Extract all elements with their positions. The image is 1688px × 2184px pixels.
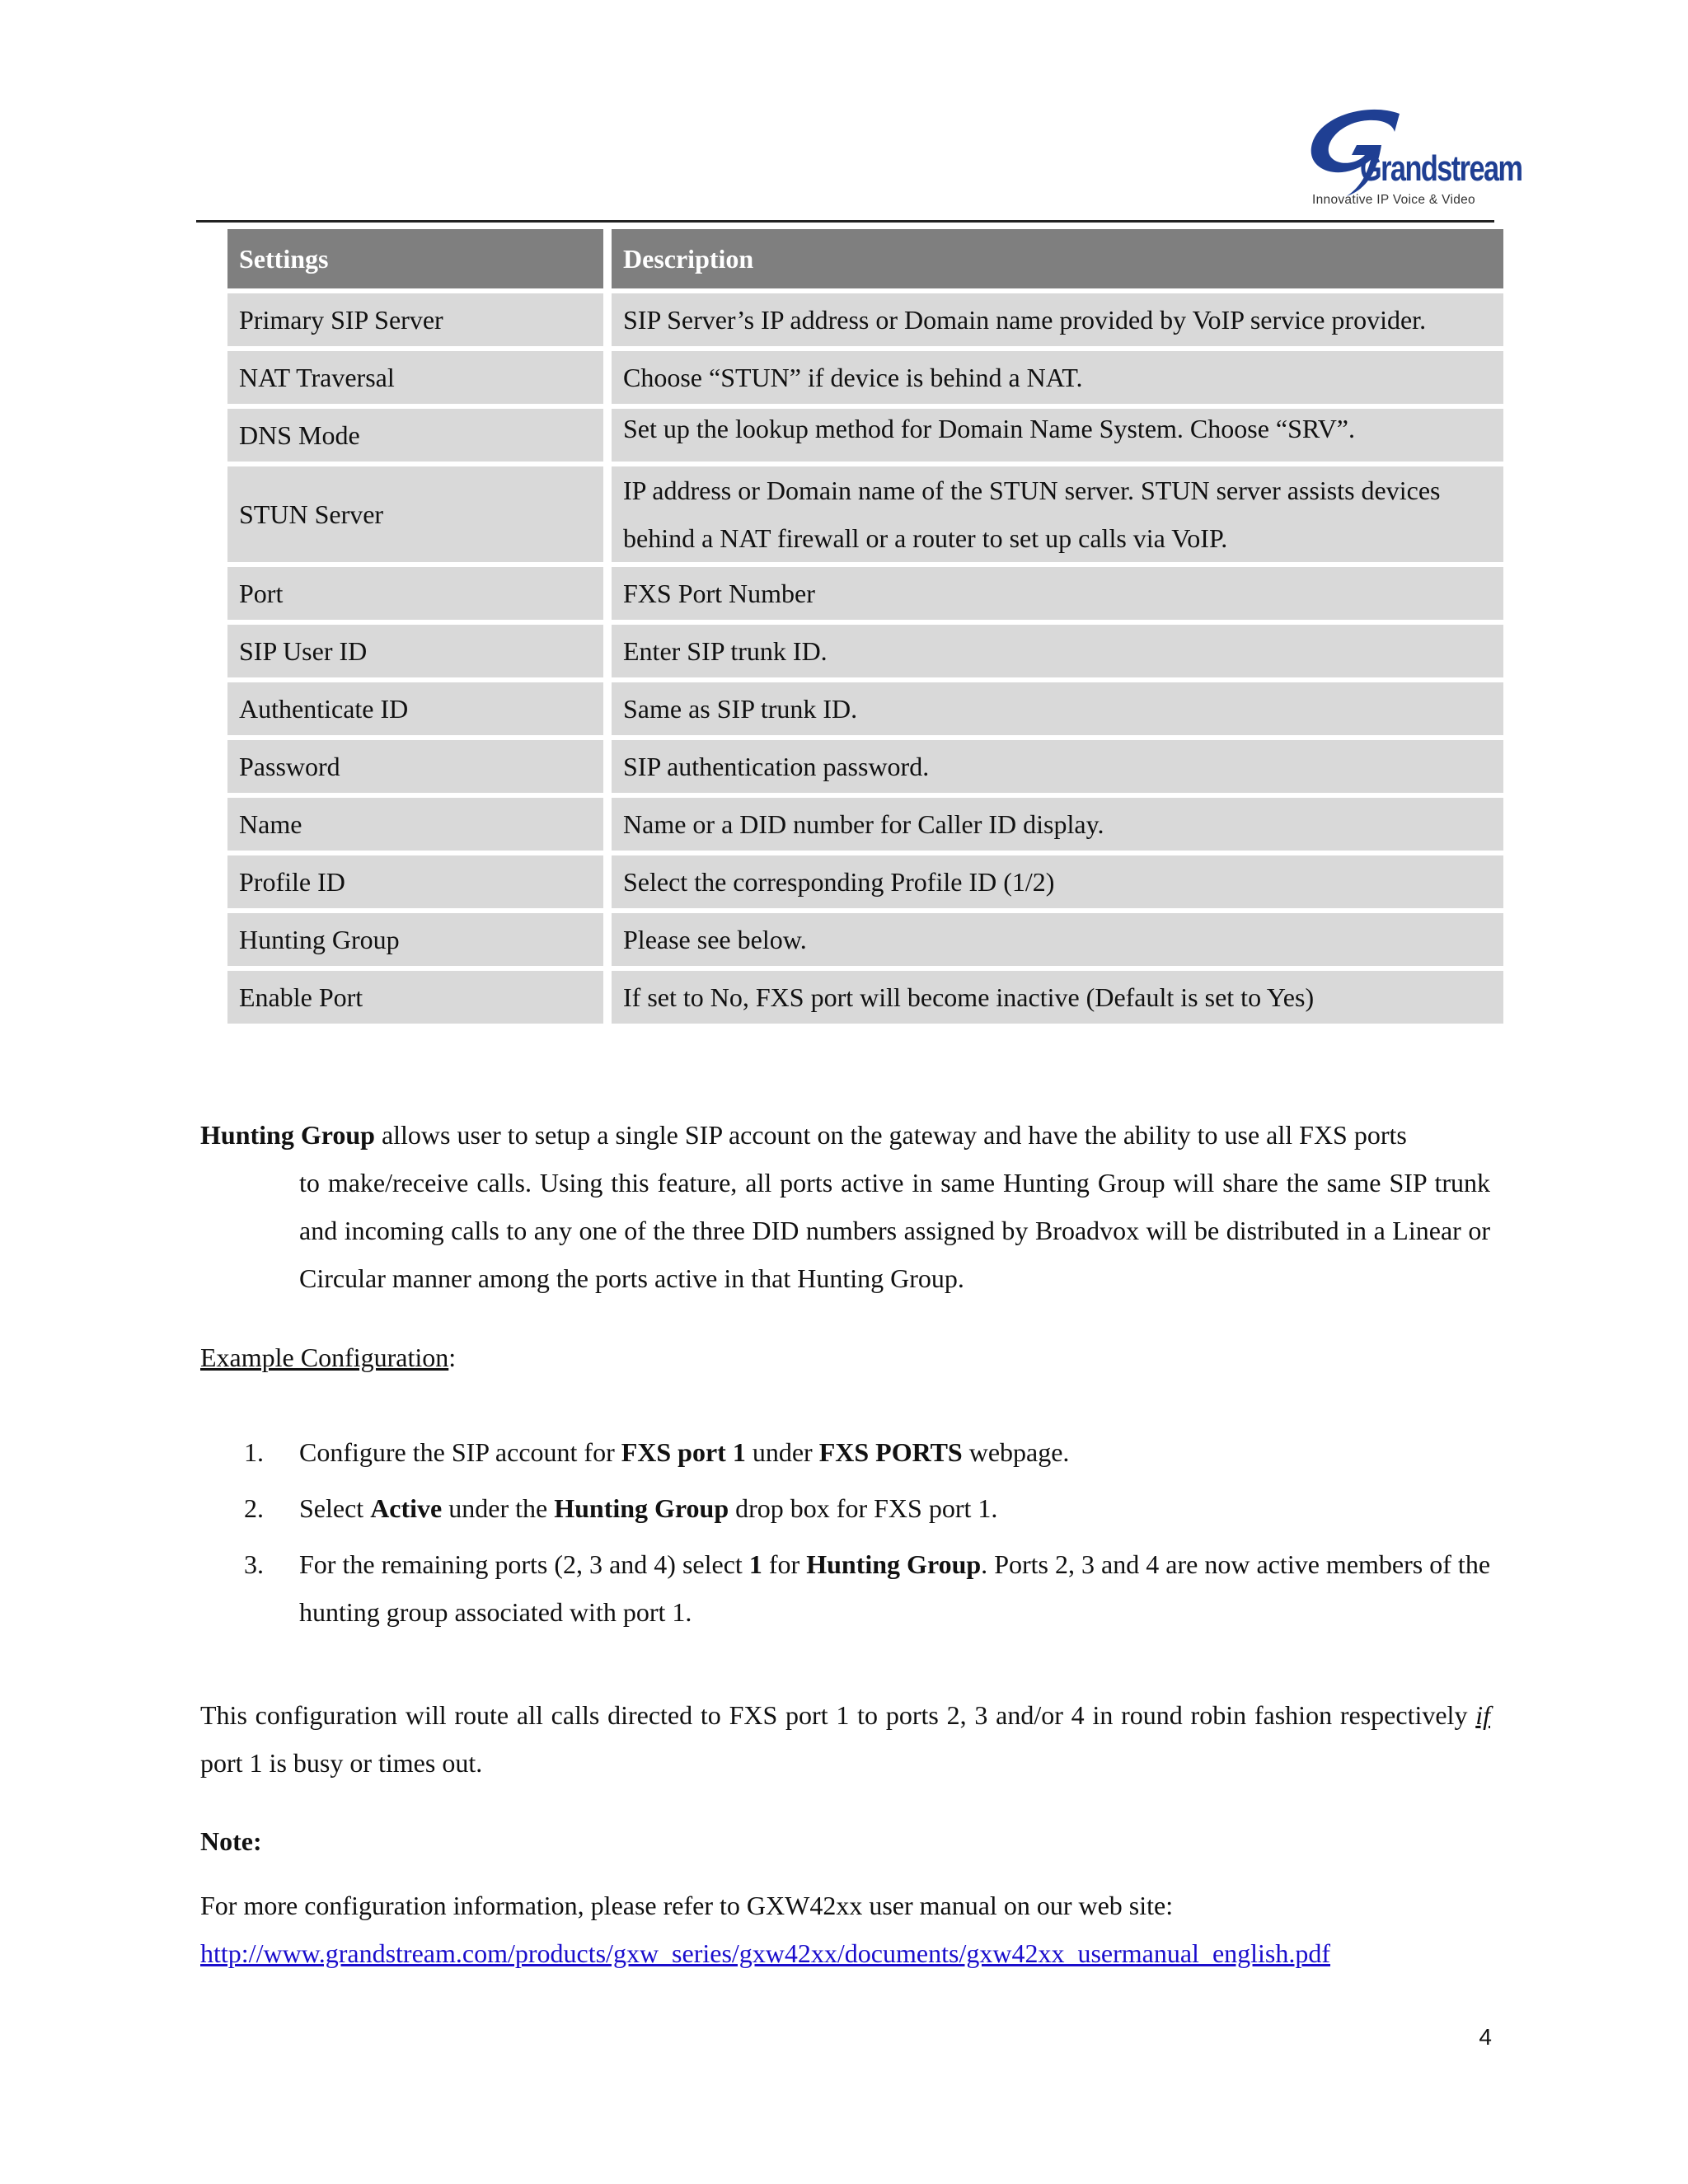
description-cell: Please see below. bbox=[612, 913, 1503, 966]
step-text-part: under the bbox=[442, 1493, 555, 1523]
setting-cell: Password bbox=[227, 740, 603, 793]
description-cell: If set to No, FXS port will become inactive (Default is set to Yes) bbox=[612, 971, 1503, 1024]
routing-paragraph bbox=[200, 1691, 1490, 1787]
list-item bbox=[244, 1540, 1490, 1636]
settings-table bbox=[227, 229, 1503, 1029]
description-cell: FXS Port Number bbox=[612, 567, 1503, 620]
grandstream-logo bbox=[1302, 107, 1522, 210]
setting-cell: Port bbox=[227, 567, 603, 620]
description-cell: Set up the lookup method for Domain Name System. Choose “SRV”. bbox=[612, 409, 1503, 462]
configuration-steps bbox=[244, 1428, 1490, 1644]
step-text-part: . Ports 2, 3 and 4 are now active members of the hunting group associated with port 1. bbox=[299, 1549, 1491, 1627]
description-cell: SIP Server’s IP address or Domain name provided by VoIP service provider. bbox=[612, 293, 1503, 346]
step-text-bold: 1 bbox=[748, 1549, 762, 1579]
step-text-part: under bbox=[745, 1437, 819, 1467]
header-divider bbox=[196, 220, 1494, 223]
table-row bbox=[227, 625, 1503, 682]
setting-cell: Enable Port bbox=[227, 971, 603, 1024]
setting-cell: DNS Mode bbox=[227, 409, 603, 462]
hunting-group-line1: allows user to setup a single SIP account on the gateway and have the ability to use all FXS ports bbox=[374, 1120, 1407, 1150]
step-text-bold: FXS PORTS bbox=[818, 1437, 963, 1467]
hunting-group-term: Hunting Group bbox=[200, 1120, 375, 1150]
example-configuration-label: Example Configuration bbox=[200, 1343, 449, 1372]
routing-text-end: port 1 is busy or times out. bbox=[200, 1748, 483, 1778]
table-row bbox=[227, 466, 1503, 567]
setting-cell: Hunting Group bbox=[227, 913, 603, 966]
step-text-part: webpage. bbox=[962, 1437, 1070, 1467]
setting-cell: Profile ID bbox=[227, 855, 603, 908]
description-cell: Enter SIP trunk ID. bbox=[612, 625, 1503, 677]
description-cell: SIP authentication password. bbox=[612, 740, 1503, 793]
step-text-part: Configure the SIP account for bbox=[299, 1437, 621, 1467]
setting-cell: SIP User ID bbox=[227, 625, 603, 677]
step-text-bold: Hunting Group bbox=[554, 1493, 729, 1523]
list-item bbox=[244, 1484, 1490, 1532]
page-number: 4 bbox=[1479, 2024, 1492, 2050]
step-text-part: drop box for FXS port 1. bbox=[729, 1493, 998, 1523]
step-text bbox=[299, 1428, 1490, 1476]
routing-text: This configuration will route all calls directed to FXS port 1 to ports 2, 3 and/or 4 in round robin fashion respectively bbox=[200, 1700, 1476, 1730]
step-text-part: for bbox=[762, 1549, 807, 1579]
step-text bbox=[299, 1540, 1490, 1636]
table-row bbox=[227, 971, 1503, 1029]
table-header-row bbox=[227, 229, 1503, 293]
step-text-bold: Hunting Group bbox=[806, 1549, 982, 1579]
setting-cell: STUN Server bbox=[227, 466, 603, 562]
step-text-bold: Active bbox=[370, 1493, 443, 1523]
column-header-settings: Settings bbox=[227, 229, 603, 288]
description-cell: Name or a DID number for Caller ID display. bbox=[612, 798, 1503, 851]
step-text bbox=[299, 1484, 1490, 1532]
table-row bbox=[227, 293, 1503, 351]
brand-tagline: Innovative IP Voice & Video bbox=[1312, 193, 1475, 207]
list-item bbox=[244, 1428, 1490, 1476]
setting-cell: NAT Traversal bbox=[227, 351, 603, 404]
step-number: 2. bbox=[244, 1493, 264, 1523]
table-row bbox=[227, 855, 1503, 913]
table-row bbox=[227, 567, 1503, 625]
description-cell: Select the corresponding Profile ID (1/2) bbox=[612, 855, 1503, 908]
step-number: 1. bbox=[244, 1437, 264, 1467]
note-heading: Note: bbox=[200, 1826, 262, 1856]
step-text-bold: FXS port 1 bbox=[621, 1437, 746, 1467]
example-configuration-heading bbox=[200, 1333, 1490, 1381]
hunting-group-paragraph bbox=[200, 1111, 1490, 1302]
note-text: For more configuration information, please refer to GXW42xx user manual on our web site: bbox=[200, 1891, 1174, 1920]
step-number: 3. bbox=[244, 1549, 264, 1579]
step-text-part: For the remaining ports (2, 3 and 4) select bbox=[299, 1549, 749, 1579]
brand-wordmark: Grandstream bbox=[1360, 148, 1522, 189]
table-row bbox=[227, 798, 1503, 855]
description-cell: IP address or Domain name of the STUN server. STUN server assists devices behind a NAT firewall or a router to set up calls via VoIP. bbox=[612, 466, 1503, 562]
table-row bbox=[227, 682, 1503, 740]
description-cell: Choose “STUN” if device is behind a NAT. bbox=[612, 351, 1503, 404]
hunting-group-continuation: to make/receive calls. Using this feature, all ports active in same Hunting Group will share the same SIP trunk and incoming calls to any one of the three DID numbers assigned by Broadvox will be distributed in a Linear or Circular manner among the ports active in that Hunting Group. bbox=[299, 1168, 1490, 1293]
table-row bbox=[227, 409, 1503, 466]
column-header-description: Description bbox=[612, 229, 1503, 288]
example-configuration-colon: : bbox=[448, 1343, 457, 1372]
user-manual-link[interactable]: http://www.grandstream.com/products/gxw_series/gxw42xx/documents/gxw42xx_usermanual_english.pdf bbox=[200, 1938, 1331, 1968]
table-row bbox=[227, 351, 1503, 409]
setting-cell: Authenticate ID bbox=[227, 682, 603, 735]
table-row bbox=[227, 913, 1503, 971]
table-row bbox=[227, 740, 1503, 798]
description-cell: Same as SIP trunk ID. bbox=[612, 682, 1503, 735]
setting-cell: Name bbox=[227, 798, 603, 851]
routing-emphasis: if bbox=[1475, 1700, 1490, 1730]
step-text-part: Select bbox=[299, 1493, 371, 1523]
setting-cell: Primary SIP Server bbox=[227, 293, 603, 346]
